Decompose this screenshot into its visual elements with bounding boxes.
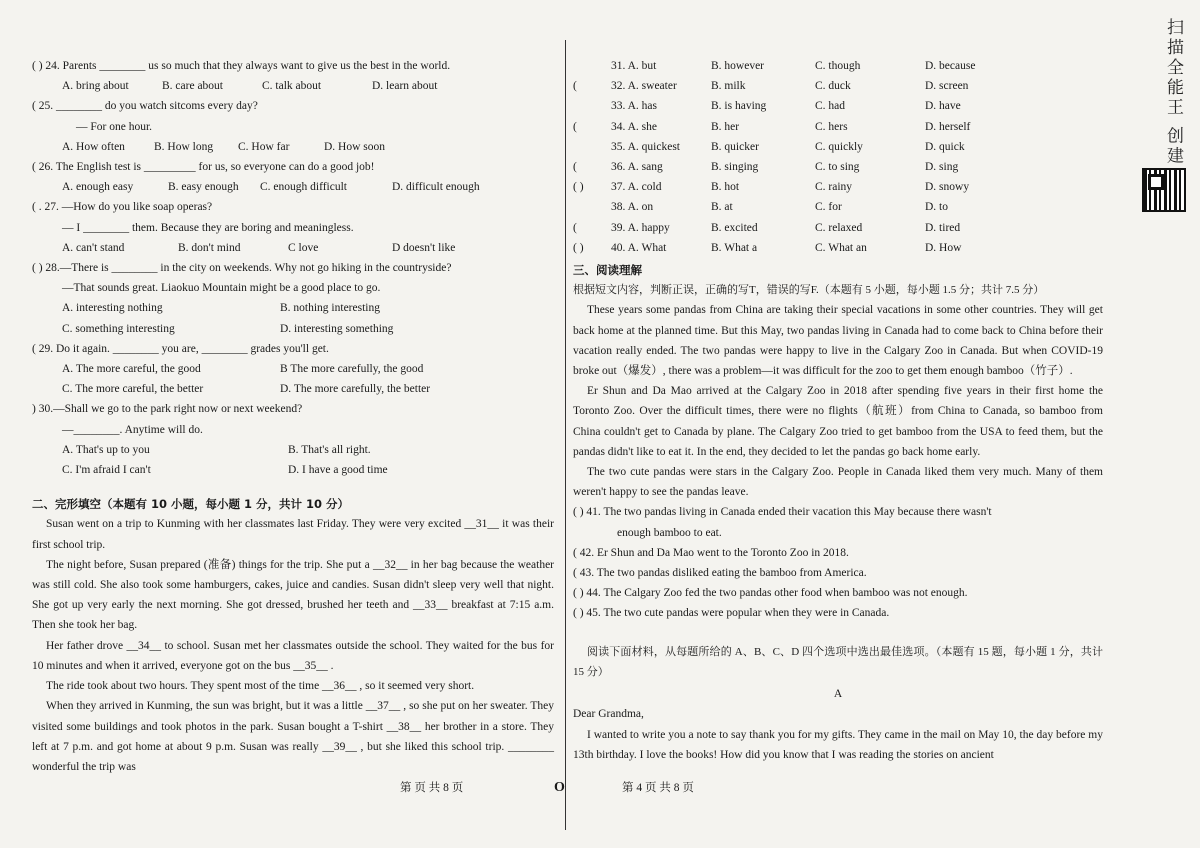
options-26 [32,177,554,197]
option-a: 38. A. on [611,201,654,214]
option-b: B. easy enough [168,181,239,194]
answer-bracket: ( [573,161,577,174]
options-25 [32,137,554,157]
question-44: ( ) 44. The Calgary Zoo fed the two pandas other food when bamboo was not enough. [573,587,968,600]
reply-25: — For one hour. [76,120,153,133]
cloze-options-list [573,56,1103,258]
option-d: D. herself [925,120,971,133]
option-a: 36. A. sang [611,161,663,174]
answer-bracket [573,56,611,76]
cloze-option-row [573,157,1103,177]
option-d: D. because [925,60,976,72]
option-c: C. I'm afraid I can't [62,464,151,477]
cloze-option-row [573,238,1103,258]
question-41: ( ) 41. The two pandas living in Canada ended their vacation this May because there wasn't [573,506,992,519]
qr-code-icon [1142,168,1186,212]
option-c: C. rainy [815,181,853,194]
letter-body: I wanted to write you a note to say thank you for my gifts. They came in the mail on May 10, the day before my 13th birthday. I love the books! How did you know that I was reading the stories on ancient [573,728,1103,761]
tf-instructions: 根据短文内容，判断正误，正确的写T，错误的写F.（本题有 5 小题，每小题 1.5 分；共计 7.5 分） [573,284,1045,297]
option-a: A. bring about [62,80,129,93]
cloze-option-row [573,117,1103,137]
question-24: ( ) 24. Parents ________ us so much that they always want to give us the best in the world. [32,60,451,72]
cloze-option-row [573,177,1103,197]
answer-bracket [573,137,611,157]
reply-28: —That sounds great. Liaokuo Mountain might be a good place to go. [62,282,381,295]
cloze-paragraph-4: The ride took about two hours. They spent most of the time __36__ , so it seemed very short. [46,680,475,693]
option-b: B The more carefully, the good [280,363,424,376]
option-c: C. though [815,60,861,72]
option-d: D. How [925,241,962,254]
question-25: ( 25. ________ do you watch sitcoms every day? [32,100,258,113]
option-d: D. difficult enough [392,181,480,194]
option-b: B. at [711,201,733,214]
question-29: ( 29. Do it again. ________ you are, ________ grades you'll get. [32,342,329,355]
question-27: ( . 27. —How do you like soap operas? [32,201,213,214]
option-c: C. What an [815,241,867,254]
option-b: B. don't mind [178,241,241,254]
cloze-option-row [573,76,1103,96]
answer-bracket [573,197,611,217]
question-41-cont: enough bamboo to eat. [617,526,722,539]
cloze-option-row [573,137,1103,157]
right-page [573,56,1103,848]
question-45: ( ) 45. The two cute pandas were popular when they were in Canada. [573,607,890,620]
cloze-option-row [573,56,1103,76]
option-b: B. That's all right. [288,443,371,456]
option-d: D. tired [925,221,961,234]
left-page [32,56,554,848]
option-b: B. How long [154,140,214,153]
answer-bracket [573,96,611,116]
option-a: 37. A. cold [611,181,662,194]
option-a: 35. A. quickest [611,140,680,153]
option-d: D. sing [925,161,959,174]
option-b: B. hot [711,181,740,194]
cloze-option-row [573,197,1103,217]
question-43: ( 43. The two pandas disliked eating the bamboo from America. [573,567,867,580]
reply-27: — I ________ them. Because they are boring and meaningless. [62,221,354,234]
page-footer-left: 第 页 共 8 页 [400,782,464,794]
cloze-paragraph-3: Her father drove __34__ to school. Susan met her classmates outside the school. They waited for the bus for 10 minutes and when it arrived, everyone got on the bus __35__ . [32,639,554,672]
option-a: 40. A. What [611,241,667,254]
option-d: D. snowy [925,181,970,194]
option-b: B. however [711,60,765,72]
option-c: C. to sing [815,161,860,174]
option-c: C. something interesting [62,322,175,335]
options-28a [32,298,554,318]
cloze-option-row [573,96,1103,116]
option-b: B. quicker [711,140,759,153]
option-c: C. talk about [262,80,322,93]
options-30b [32,460,554,480]
option-d: D. quick [925,140,965,153]
option-a: A. How often [62,140,125,153]
letter-salutation: Dear Grandma, [573,708,644,721]
option-b: B. excited [711,221,758,234]
options-27 [32,238,554,258]
option-a: 39. A. happy [611,221,670,234]
passage-paragraph-2: Er Shun and Da Mao arrived at the Calgary Zoo in 2018 after spending five years in their first home the Toronto Zoo. Over the difficult times, there were no flights（航班）from China to Canada, so bamboo from China couldn't get to Canada by plane. The Calgary Zoo tried to get bamboo from the USA to feed them, but the pandas didn't like to eat it. In the end, they decided to let the pandas go back home early. [573,385,1103,458]
option-c: C. How far [238,140,290,153]
answer-bracket: ( ) [573,181,584,194]
option-b: B. care about [162,80,223,93]
option-d: D. I have a good time [288,464,388,477]
option-c: C. enough difficult [260,181,347,194]
mc-instructions: 阅读下面材料，从每题所给的 A、B、C、D 四个选项中选出最佳选项。（本题有 15 题，每小题 1 分，共计 15 分） [573,645,1103,678]
cloze-paragraph-5: When they arrived in Kunming, the sun was bright, but it was a little __37__ , so she put on her sweater. They visited some buildings and took photos in the park. Susan bought a T-shirt __38__ her brother in a store. They left at 7 p.m. and got home at about 9 p.m. Susan was really __39__ , but she liked this school trip. ________ wonderful the trip was [32,700,554,773]
option-b: B. What a [711,241,758,254]
options-29a [32,359,554,379]
scanner-watermark: 扫描全能王 创建 [1163,18,1183,167]
answer-bracket: ( [573,221,577,234]
passage-paragraph-1: These years some pandas from China are taking their special vacations in some other countries. They will get back home at the planned time. But this May, two pandas living in Canada had to come back to China before their vacation really ended. The two pandas were happy to live in the Calgary Zoo in Canada. But when COVID-19 broke out（爆发）, there was a problem—it was difficult for the zoo to get them enough bamboo（竹子）. [573,304,1103,378]
options-24 [32,76,554,96]
option-a: A. interesting nothing [62,302,163,315]
passage-paragraph-3: The two cute pandas were stars in the Calgary Zoo. People in Canada liked them very much. Many of them weren't happy to see the pandas leave. [573,466,1103,499]
option-a: 34. A. she [611,120,657,133]
option-a: A. The more careful, the good [62,363,201,376]
option-d: D. have [925,100,961,113]
cloze-option-row [573,218,1103,238]
option-a: 33. A. has [611,100,657,113]
option-c: C. for [815,201,842,214]
cloze-paragraph-1: Susan went on a trip to Kunming with her classmates last Friday. They were very excited __31__ it was their first school trip. [32,518,554,551]
option-b: B. singing [711,161,759,174]
option-a: A. That's up to you [62,443,150,456]
binding-ring-icon: O [554,780,565,795]
answer-bracket: ( [573,80,577,93]
section-cloze-heading: 二、完形填空（本题有 10 小题，每小题 1 分，共计 10 分） [32,497,350,512]
page-divider [565,40,566,830]
option-b: B. is having [711,100,767,113]
option-c: C. quickly [815,140,863,153]
option-a: 31. A. but [611,60,657,72]
option-c: C. had [815,100,846,113]
option-c: C love [288,241,319,254]
option-c: C. duck [815,80,851,93]
page-footer-right: 第 4 页 共 8 页 [622,782,694,794]
option-d: D. How soon [324,140,386,153]
section-reading-heading: 三、阅读理解 [573,263,642,278]
option-b: B. her [711,120,740,133]
option-c: C. relaxed [815,221,863,234]
option-a: 32. A. sweater [611,80,677,93]
option-c: C. The more careful, the better [62,383,204,396]
part-a-label: A [833,688,843,701]
question-28: ( ) 28.—There is ________ in the city on weekends. Why not go hiking in the countryside? [32,262,452,275]
answer-bracket: ( ) [573,241,584,254]
options-29b [32,379,554,399]
option-d: D. screen [925,80,969,93]
option-d: D. to [925,201,948,214]
option-d: D. learn about [372,80,438,93]
option-a: A. can't stand [62,241,125,254]
option-b: B. milk [711,80,746,93]
question-30: ) 30.—Shall we go to the park right now or next weekend? [32,403,303,416]
option-a: A. enough easy [62,181,134,194]
option-b: B. nothing interesting [280,302,380,315]
options-30a [32,440,554,460]
cloze-paragraph-2: The night before, Susan prepared (准备) things for the trip. She put a __32__ in her bag because the weather was still cold. She also took some hamburgers, cakes, juice and candies. Susan didn't sleep very well that night. She got up very early the next morning. She got dressed, brushed her teeth and __33__ breakfast at 7:15 a.m. Then she took her bag. [32,558,554,632]
question-42: ( 42. Er Shun and Da Mao went to the Toronto Zoo in 2018. [573,546,849,559]
option-d: D. The more carefully, the better [280,383,431,396]
question-26: ( 26. The English test is _________ for us, so everyone can do a good job! [32,161,375,174]
options-28b [32,319,554,339]
answer-bracket: ( [573,120,577,133]
option-d: D doesn't like [392,241,456,254]
option-d: D. interesting something [280,322,394,335]
option-c: C. hers [815,120,848,133]
reply-30: —________. Anytime will do. [62,423,203,436]
